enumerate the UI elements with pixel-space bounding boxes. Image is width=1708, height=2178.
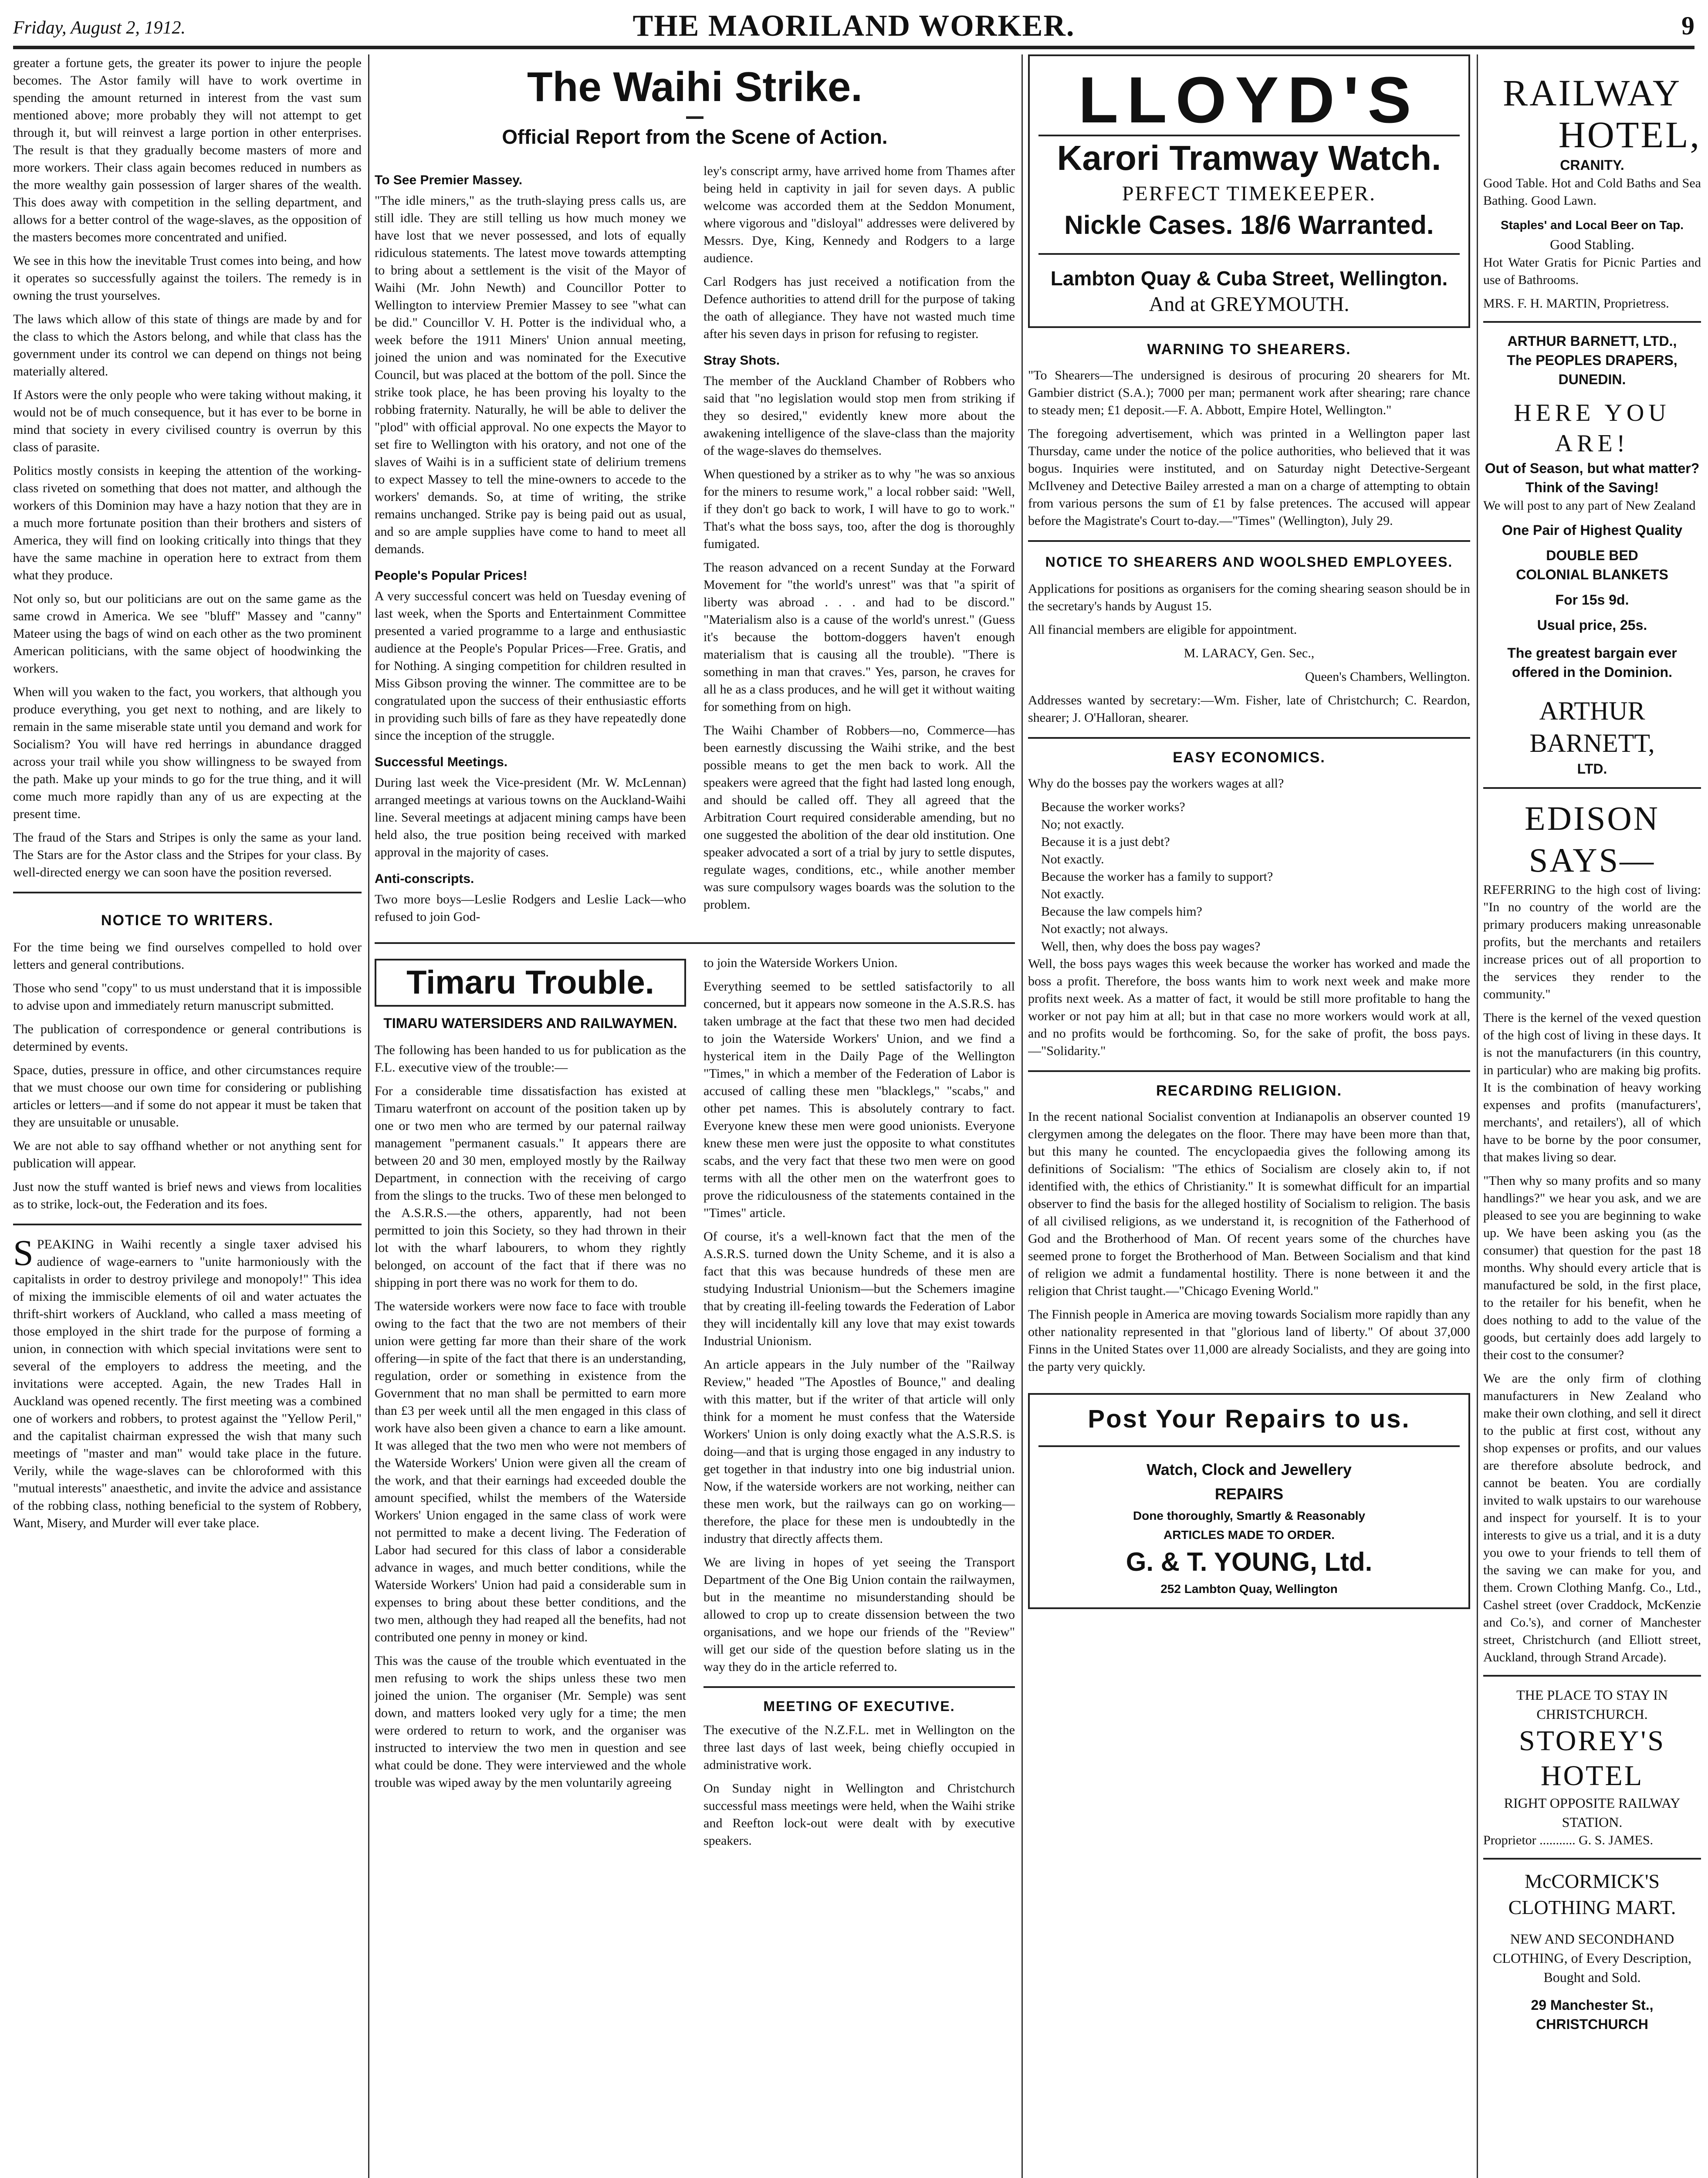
drop-cap: S <box>13 1233 34 1273</box>
paragraph: Just now the stuff wanted is brief news and views from localities as to strike, lock-out, the Federation and its foes. <box>13 1180 362 1211</box>
lloyds-address: Lambton Quay & Cuba Street, Wellington. <box>1050 267 1448 290</box>
usual-price: Usual price, 25s. <box>1537 617 1647 633</box>
paragraph: The fraud of the Stars and Stripes is only the same as your land. The Stars are for the Astor class and the Stripes for your class. By well-directed energy we can soon have the position reversed. <box>13 830 362 879</box>
paragraph: Politics mostly consists in keeping the attention of the working-class riveted on something that does not matter, and although the workers of this Dominion may have a hazy notion that they are in a much more fortunate position than their brothers and sisters of America, they will find on looking critically into things that they have the same machine in operation here to extract from them what they produce. <box>13 463 362 582</box>
religion-heading: RECARDING RELIGION. <box>1156 1082 1343 1099</box>
paragraph: ley's conscript army, have arrived home from Thames after being held in captivity in jail for seven days. A public welcome was accorded them at the Seddon Monument, where vigorous and "disloyal" addresses were delivered by Messrs. Dye, King, Kennedy and Rodgers to a large audience. <box>703 164 1015 265</box>
repairs-articles: ARTICLES MADE TO ORDER. <box>1163 1528 1335 1542</box>
paragraph: The executive of the N.Z.F.L. met in Wellington on the three last days of last week, being chiefly occupied in administrative work. <box>703 1723 1015 1772</box>
signature-address: Queen's Chambers, Wellington. <box>1305 670 1470 684</box>
paragraph: The waterside workers were now face to face with trouble owing to the fact that the two are not members of their union were getting far more than their share of the work offering—in spite of the fact that there is an understanding, regulation, order or something in existence from the Government that no man shall be permitted to earn more than £3 per week until all the men engaged in this class of work have also been given a chance to earn a like amount. It was alleged that the two men who were not members of the Waterside Workers' Union were given all the cream of the work, and that their earnings had exceeded double the amount specified, whilst the members of the Waterside Workers' Union engaged in the same class of work were not permitted to make a decent living. The Federation of Labor had secured for this class of labor a considerable advance in wages, and much better conditions, while the Waterside Workers' Union had paid a considerable sum in expenses to bring about these better conditions, and the two men, although they had reaped all the benefits, had not contributed one penny in money or kind. <box>375 1299 686 1644</box>
railway-hotel-title-2: HOTEL, <box>1558 114 1701 156</box>
here-you-are: HERE YOU ARE! <box>1514 399 1671 457</box>
dialog-line: Well, then, why does the boss pay wages? <box>1041 939 1261 954</box>
warning-heading: WARNING TO SHEARERS. <box>1147 341 1351 358</box>
paragraph: The Finnish people in America are moving towards Socialism more rapidly than any other nationality represented in that "glorious land of liberty." Of about 37,000 Finns in the United States over 11,000 are already Socialists, and they are going into the party very quickly. <box>1028 1307 1470 1374</box>
subsection-label: Anti-conscripts. <box>375 872 474 886</box>
hotel-town: CRANITY. <box>1560 157 1624 173</box>
timaru-right-col <box>703 954 1015 1856</box>
notice-shearers-heading: NOTICE TO SHEARERS AND WOOLSHED EMPLOYEES. <box>1045 554 1453 570</box>
dialog-line: Because the worker has a family to support? <box>1041 869 1273 884</box>
paragraph: to join the Waterside Workers Union. <box>703 956 898 970</box>
repairs-headline: Post Your Repairs to us. <box>1088 1405 1410 1433</box>
paragraph: We see in this how the inevitable Trust comes into being, and how it operates so successfully against the toilers. The remedy is in owning the trust yourselves. <box>13 254 362 303</box>
paragraph: The following has been handed to us for publication as the F.L. executive view of the trouble:— <box>375 1043 686 1075</box>
paragraph: Everything seemed to be settled satisfactorily to all concerned, but it appears now someone in the A.S.R.S. has taken umbrage at the fact that these two men had decided to join the Waterside Workers' Union, and we find a hysterical item in the Daily Page of the Wellington "Times," in which a member of the Federation of Labor is accused of calling these men "blacklegs," "scabs," and other pet names. This is absolutely contrary to fact. Everyone knew these men were good unionists. Everyone knew these men were just the opposite to what constitutes scabs, and the very fact that these two men were on good terms with all the other men on the waterfront goes to prove the ridiculousness of the statements contained in the "Times" article. <box>703 979 1015 1220</box>
storey-hotel: STOREY'S HOTEL <box>1519 1725 1666 1792</box>
edison-heading: EDISON SAYS— <box>1525 799 1660 879</box>
paragraph: The reason advanced on a recent Sunday at the Forward Movement for "the world's unrest" was that "a spirit of liberty was abroad . . . and had to be discord." "Materialism also is a cause of the world's unrest." (Guess it's because the bottom-doggers haven't enough materialism that is causing all the trouble). "There is something in man that craves." Yes, parson, he craves for all he as a class produces, and he will get it without waiting for something from on high. <box>703 560 1015 714</box>
paragraph: We are the only firm of clothing manufacturers in New Zealand who make their own clothing, and sell it direct to the public at first cost, without any shop expenses or profits, and our values are therefore absolute bedrock, and cannot be beaten. You are cordially invited to walk upstairs to our warehouse and inspect for yourself. It is to your interests to give us a trial, and it is a duty you owe to your friends to tell them of the saving we can make for you, and them. Crown Clothing Manfg. Co., Ltd., Cashel street (over Craddock, McKenzie and Co.'s), and corner of Manchester street, Christchurch (and Elliott street, Auckland, through Strand Arcade). <box>1483 1371 1701 1664</box>
paragraph: The publication of correspondence or general contributions is determined by events. <box>13 1022 362 1054</box>
dialog-line: No; not exactly. <box>1041 817 1124 832</box>
lloyds-product: Karori Tramway Watch. <box>1057 139 1441 177</box>
paragraph: During last week the Vice-president (Mr. W. McLennan) arranged meetings at various towns on the Auckland-Waihi line. Several meetings at adjacent mining camps have been held also, the true position being received with marked approval in the majority of cases. <box>375 775 686 859</box>
timaru-left-col <box>375 954 686 1856</box>
dialog-line: Because the worker works? <box>1041 800 1185 814</box>
masthead <box>13 9 1694 49</box>
dialog-line: Not exactly. <box>1041 887 1104 901</box>
waihi-left-col <box>375 162 686 932</box>
paragraph: In the recent national Socialist convention at Indianapolis an observer counted 19 clergymen among the delegates on the floor. There may have been more than that, but this many he counted. The encyclopaedia gives the following among its definitions of Socialism: "The ethics of Socialism are closely akin to, if not identified with, the ethics of Christianity." It is somewhat difficult for an impartial observer to find the basis for the alleged hostility of Socialism to religion. The basis of all civilised religions, as we understand it, is recognition of the Fatherhood of God and the Brotherhood of Man. Of recent years some of the churches have seemed prone to forget the Brotherhood of Man. Between Socialism and that kind of religion we admit a fundamental hostility. There is none between it and the religion that Christ taught.—"Chicago Evening World." <box>1028 1109 1470 1298</box>
hotel-stabling: Good Stabling. <box>1550 237 1634 252</box>
subsection-label: Stray Shots. <box>703 353 780 368</box>
lloyds-advert <box>1028 54 1470 328</box>
divider <box>375 942 1015 944</box>
notice-to-writers-heading: NOTICE TO WRITERS. <box>101 912 274 929</box>
repairs-firm: G. & T. YOUNG, Ltd. <box>1126 1547 1373 1576</box>
waihi-strike-heading: The Waihi Strike. <box>527 64 862 110</box>
paragraph: greater a fortune gets, the greater its power to injure the people becomes. The Astor family will have to work overtime in spending the amount returned in interest from the vast sum mentioned above; more probably they will not attempt to get through it, but will reinvest a large portion in other enterprises. The result is that they gradually become masters of more and more workers. Their class again becomes reduced in numbers as the more wealthy gain possession of larger shares of the wealth. This does away with competition in the selling department, and allows for a better control of the wage-slaves, as the opposition of the masters becomes more concentrated and unified. <box>13 56 362 244</box>
think-saving: Think of the Saving! <box>1525 480 1659 495</box>
subsection-label: Successful Meetings. <box>375 755 508 769</box>
subsection-label: To See Premier Massey. <box>375 173 523 187</box>
divider <box>1038 253 1460 255</box>
paragraph: When will you waken to the fact, you workers, that although you produce everything, you get next to nothing, and are likely to remain in the same miserable state until you demand and work for Socialism? You will have red herrings in abundance dragged across your trail while you show willingness to be swayed from the path. Make up your minds to go for the true thing, and it will come much more rapidly than any of us are expecting at the present time. <box>13 685 362 821</box>
paragraph: Carl Rodgers has just received a notification from the Defence authorities to attend drill for the purpose of taking the oath of allegiance. They have not wasted much time after his seven days in prison for refusing to register. <box>703 274 1015 341</box>
dialog-line: Not exactly. <box>1041 852 1104 866</box>
issue-date: Friday, August 2, 1912. <box>13 18 186 38</box>
column-adverts <box>1483 54 1701 2034</box>
repairs-address: 252 Lambton Quay, Wellington <box>1160 1582 1338 1596</box>
paragraph: Two more boys—Leslie Rodgers and Leslie Lack—who refused to join God- <box>375 892 686 924</box>
divider <box>1028 1070 1470 1072</box>
paragraph: The laws which allow of this state of things are made by and for the class to which the Astors belong, and while that class has the government under its control we can depend on things not being materially altered. <box>13 312 362 379</box>
divider <box>13 892 362 893</box>
post-line: We will post to any part of New Zealand <box>1483 498 1696 513</box>
column-strikes <box>375 54 1015 1856</box>
young-repairs-advert <box>1028 1393 1470 1609</box>
column-shearers <box>1028 54 1470 1609</box>
waihi-body <box>375 162 1015 932</box>
divider <box>13 1224 362 1225</box>
waihi-subheading: Official Report from the Scene of Action. <box>502 125 888 148</box>
dialog-line: Because it is a just debt? <box>1041 835 1170 849</box>
speaking-paragraph <box>13 1233 362 1532</box>
meeting-heading: MEETING OF EXECUTIVE. <box>763 1698 955 1714</box>
paragraph: We are living in hopes of yet seeing the Transport Department of the One Big Union contain the railwaymen, but in the meantime no misunderstanding should be allowed to crop up to create dissension between the two organisations, and we hope our friends of the "Review" will get our side of the question before slating us in the way they do in the article referred to. <box>703 1555 1015 1674</box>
column-divider <box>368 54 369 2178</box>
ornament <box>686 116 703 119</box>
paragraph: "To Shearers—The undersigned is desirous of procuring 20 shearers for Mt. Gambier district (S.A.); 7000 per man; permanent work after shearing; rare chance to steady men; £1 deposit.—F. A. Abbott, Empire Hotel, Wellington." <box>1028 368 1470 417</box>
astor-article <box>13 54 362 881</box>
repairs-items: Watch, Clock and Jewellery <box>1147 1461 1352 1478</box>
paragraph: Well, the boss pays wages this week because the worker has worked and made the boss a profit. Therefore, the boss wants him to work next week and make more profits next week. As a matter of fact, it would be still more profitable to hang the worker or not pay him at all; but in that case no more workers would work at all, and no profits would be forthcoming. So, for the sake of profit, the boss pays.—"Solidarity." <box>1028 957 1470 1058</box>
paragraph: For the time being we find ourselves compelled to hold over letters and general contributions. <box>13 940 362 972</box>
hotel-beer: Staples' and Local Beer on Tap. <box>1500 218 1684 232</box>
paragraph: For a considerable time dissatisfaction has existed at Timaru waterfront on account of the position taken up by one or two men who are termed by our paternal railway management "permanent casuals." It appears there are between 20 and 30 men, employed mostly by the Railway Department, in connection with the receiving of cargo from the slings to the trucks. Two of these men belonged to the A.S.R.S.—the others, apparently, had not been permitted to join this Society, so they had thrown in their lot with the wharf labourers, to whom they rightly belonged, on account of the fact that if there was no shipping in port there was no work for them to do. <box>375 1084 686 1290</box>
paragraph: "Then why so many profits and so many handlings?" we hear you ask, and we are pleased to see you are beginning to wake up. We have been asking you (as the consumer) that question for the past 18 months. Why should every article that is manufactured be sold, in the first place, to the retailer for his benefit, when he does nothing to add to the value of the goods, but certainly does add largely to their cost to the consumer? <box>1483 1174 1701 1362</box>
paragraph: Addresses wanted by secretary:—Wm. Fisher, late of Christchurch; C. Reardon, shearer; J. O'Halloran, shearer. <box>1028 693 1470 725</box>
newspaper-title: THE MAORILAND WORKER. <box>632 9 1075 43</box>
blanket-price: For 15s 9d. <box>1555 592 1629 608</box>
lloyds-cases: Nickle Cases. 18/6 Warranted. <box>1064 210 1434 240</box>
divider <box>1038 1445 1460 1447</box>
hotel-amenities: Good Table. Hot and Cold Baths and Sea Bathing. Good Lawn. <box>1483 176 1701 208</box>
divider <box>1483 787 1701 789</box>
divider <box>1028 737 1470 739</box>
mccormick-address: 29 Manchester St., CHRISTCHURCH <box>1531 1997 1654 2032</box>
subsection-label: People's Popular Prices! <box>375 568 528 583</box>
paragraph: An article appears in the July number of the "Railway Review," headed "The Apostles of Bounce," and dealing with this matter, but if the writer of that article will only think for a moment he must confess that the Waterside Workers' Union is only doing exactly what the A.S.R.S. is doing—and that is urging those engaged in any industry to get together in that industry into one big industrial union. Now, if the waterside workers are not working, neither can these men work, but the railways can go on working—therefore, the place for these men is undoubtedly in the industry that directly affects them. <box>703 1357 1015 1546</box>
paragraph: This was the cause of the trouble which eventuated in the men refusing to work the ships unless these two men joined the union. The organiser (Mr. Semple) was sent down, and matters looked very ugly for a time; the men were ordered to return to work, and the organiser was instructed to interview the two men in question and see what could be done. They were interviewed and the whole trouble was wiped away by the men voluntarily agreeing <box>375 1654 686 1790</box>
signature-name: M. LARACY, Gen. Sec., <box>1184 646 1315 660</box>
repairs-label: REPAIRS <box>1214 1485 1284 1503</box>
paragraph: Applications for positions as organisers for the coming shearing season should be in the secretary's hands by August 15. <box>1028 582 1470 613</box>
pair-line: One Pair of Highest Quality <box>1502 522 1683 538</box>
paragraph: All financial members are eligible for appointment. <box>1028 622 1297 637</box>
lloyds-branch: And at GREYMOUTH. <box>1149 293 1349 316</box>
paragraph: There is the kernel of the vexed question of the high cost of living in these days. It is not the manufacturers (in this country, in particular) who are making big profits. It is the combination of heavy working expenses and profits (manufacturers', merchants', and retailers'), all of which have to be borne by the poor consumer, that makes living so dear. <box>1483 1011 1701 1164</box>
paragraph: Those who send "copy" to us must understand that it is impossible to advise upon and immediately return manuscript submitted. <box>13 981 362 1013</box>
paragraph: The member of the Auckland Chamber of Robbers who said that "no legislation would stop men from striking if they so desired," evidently knew more about the awakening intelligence of the slave-class than the majority of the wage-slaves do themselves. <box>703 374 1015 458</box>
storey-proprietor: Proprietor ........... G. S. JAMES. <box>1483 1833 1654 1847</box>
paragraph-text: PEAKING in Waihi recently a single taxer advised his audience of wage-earners to "unite harmoniously with the capitalists in order to destroy privilege and monopoly!" This idea of mixing the immiscible elements of oil and water actuates the thrift-shirt workers of Auckland, who called a mass meeting of those employed in the shirt trade for the purpose of forming a union, in connection with which special invitations were sent to several of the employers to address the meeting, and the invitations were accepted. Again, the new Trades Hall in Auckland was opened recently. The first meeting was a combined one of workers and robbers, to protest against the "Yellow Peril," and the capitalist chairman expressed the wish that many such meetings of "master and man" would take place in the future. Verily, while the wage-slaves can be chloroformed with this "mutual interests" anaesthetic, and invite the advice and assistance of the robbing class, nothing beneficial to the system of Robbery, Want, Misery, and Murder will ever take place. <box>13 1237 362 1530</box>
hotel-proprietress: MRS. F. H. MARTIN, Proprietress. <box>1483 296 1669 311</box>
repairs-done: Done thoroughly, Smartly & Reasonably <box>1133 1509 1366 1522</box>
waihi-right-col <box>703 162 1015 932</box>
paragraph: When questioned by a striker as to why "he was so anxious for the miners to resume work," a local robber said: "Well, if they don't go back to work, I will have to go to work." That's what the boss says, too, after the dog is thoroughly fumigated. <box>703 467 1015 551</box>
timaru-subheading: TIMARU WATERSIDERS AND RAILWAYMEN. <box>383 1015 677 1031</box>
timaru-heading: Timaru Trouble. <box>375 959 686 1007</box>
arthur-barnett-logo: ARTHUR BARNETT, <box>1529 697 1655 758</box>
paragraph: "The idle miners," as the truth-slaying press calls us, are still idle. They are still telling us how much money we have lost that we never possessed, and lots of equally ridiculous statements. The latest move towards attempting to bring about a settlement is the visit of the Mayor of Waihi (Mr. John Newth) and Councillor Potter to Wellington to interview Premier Massey to see "what can be did." Councillor V. H. Potter is the individual who, a week before the 1911 Miners' Union annual meeting, joined the union and was nominated for the Executive Council, but was placed at the bottom of the poll. Since the strike took place, he has been proving his loyalty to the robbing fraternity. Naturally, he will be able to deliver the "plod" with official approval. No one expects the Mayor to set fire to Wellington with his oratory, and not one of the slaves of Waihi is in a sufficient state of delirium tremens to expect Massey to tell the mine-owners to accede to the workers' demands. So, at time of writing, the strike remains unchanged. Strike pay is being paid out as usual, and so are ample supplies have come to hand to meet all demands. <box>375 193 686 556</box>
page-number: 9 <box>1681 11 1694 40</box>
paragraph: Space, duties, pressure in office, and other circumstances require that we must choose our own time for considering or publishing articles or letters—and if some do not appear it must be taken that they are unsuitable or unusable. <box>13 1063 362 1130</box>
paragraph: Of course, it's a well-known fact that the men of the A.S.R.S. turned down the Unity Scheme, and it is also a fact that this was because hundreds of these men are studying Industrial Unionism—but the Schemers imagine that by creating ill-feeling towards the Federation of Labor they will incidentally kill any love that may exist towards Industrial Unionism. <box>703 1229 1015 1348</box>
column-divider <box>1021 54 1023 2178</box>
greatest-bargain: The greatest bargain ever offered in the Dominion. <box>1507 645 1677 680</box>
out-of-season: Out of Season, but what matter? <box>1485 460 1700 476</box>
divider <box>1028 540 1470 542</box>
storey-intro: THE PLACE TO STAY IN CHRISTCHURCH. <box>1516 1687 1668 1722</box>
paragraph: If Astors were the only people who were taking without making, it would not be of much consequence, but it has ever to be borne in mind that society in every civilised country is overrun by this class of parasite. <box>13 388 362 454</box>
dialog-line: Because the law compels him? <box>1041 904 1202 919</box>
timaru-section <box>375 954 1015 1856</box>
mccormick-mart: McCORMICK'S CLOTHING MART. <box>1508 1870 1676 1918</box>
lloyds-name: LLOYD'S <box>1038 65 1460 136</box>
divider <box>1483 1675 1701 1677</box>
mccormick-clothing: NEW AND SECONDHAND CLOTHING, of Every Description, Bought and Sold. <box>1493 1931 1691 1985</box>
hotel-water: Hot Water Gratis for Picnic Parties and use of Bathrooms. <box>1483 255 1701 287</box>
lloyds-tagline: PERFECT TIMEKEEPER. <box>1122 182 1377 205</box>
barnett-line: ARTHUR BARNETT, LTD., <box>1507 333 1677 349</box>
column-divider <box>1477 54 1478 2178</box>
drapers-line: The PEOPLES DRAPERS, DUNEDIN. <box>1507 352 1678 387</box>
column-astors <box>13 54 362 1538</box>
storey-opposite: RIGHT OPPOSITE RAILWAY STATION. <box>1504 1795 1681 1830</box>
paragraph: REFERRING to the high cost of living: "In no country of the world are the primary producers making unreasonable profits, but the merchants and retailers increase prices out of all proportion to the services they render to the community." <box>1483 883 1701 1001</box>
paragraph: On Sunday night in Wellington and Christchurch successful mass meetings were held, when the Waihi strike and Reefton lock-out were dealt with by executive speakers. <box>703 1781 1015 1848</box>
economics-heading: EASY ECONOMICS. <box>1173 749 1326 766</box>
divider <box>1483 321 1701 323</box>
arthur-barnett-ltd: LTD. <box>1577 761 1607 777</box>
dialog-line: Not exactly; not always. <box>1041 922 1168 936</box>
paragraph: Not only so, but our politicians are out on the same game as the same crowd in America. We see "bluff" Massey and "canny" Mateer using the bags of wind on each other as the two prominent American politicians, with the same object of hoodwinking the workers. <box>13 592 362 676</box>
divider <box>703 1686 1015 1688</box>
double-bed: DOUBLE BED <box>1546 548 1638 563</box>
railway-hotel-title: RAILWAY <box>1502 72 1682 114</box>
colonial-blankets: COLONIAL BLANKETS <box>1516 567 1668 582</box>
paragraph: A very successful concert was held on Tuesday evening of last week, when the Sports and Entertainment Committee presented a varied programme to a large and enthusiastic audience at the People's Popular Prices—Free. Gratis, and for Nothing. A singing competition for children resulted in Miss Gibson proving the winner. The committee are to be congratulated upon the success of their enthusiastic efforts in providing such bills of fare as they have repeatedly done since the inception of the struggle. <box>375 589 686 743</box>
paragraph: The foregoing advertisement, which was printed in a Wellington paper last Thursday, came under the notice of the police authorities, who believed that it was bogus. Inquiries were instituted, and on Saturday night Detective-Sergeant McIlveney and Detective Bailey arrested a man on a charge of attempting to obtain from various persons the sum of £1 by false pretences. The accused will appear before the Magistrate's Court to-day.—"Times" (Wellington), July 29. <box>1028 426 1470 528</box>
paragraph: The Waihi Chamber of Robbers—no, Commerce—has been earnestly discussing the Waihi strike, and the best possible means to get the men back to work. All the speakers were agreed that the fight had lasted long enough, and should be called off. They all agreed that the Arbitration Court required considerable amending, but no one suggested the abolition of the dear old institution. One speaker advocated a sort of a trial by jury to settle disputes, regulate wages, conditions, etc., while another member was sure compulsory wages boards was the solution to the problem. <box>703 723 1015 912</box>
dialog-line: Why do the bosses pay the workers wages at all? <box>1028 776 1284 791</box>
divider <box>1483 1858 1701 1860</box>
paragraph: We are not able to say offhand whether or not anything sent for publication will appear. <box>13 1139 362 1170</box>
